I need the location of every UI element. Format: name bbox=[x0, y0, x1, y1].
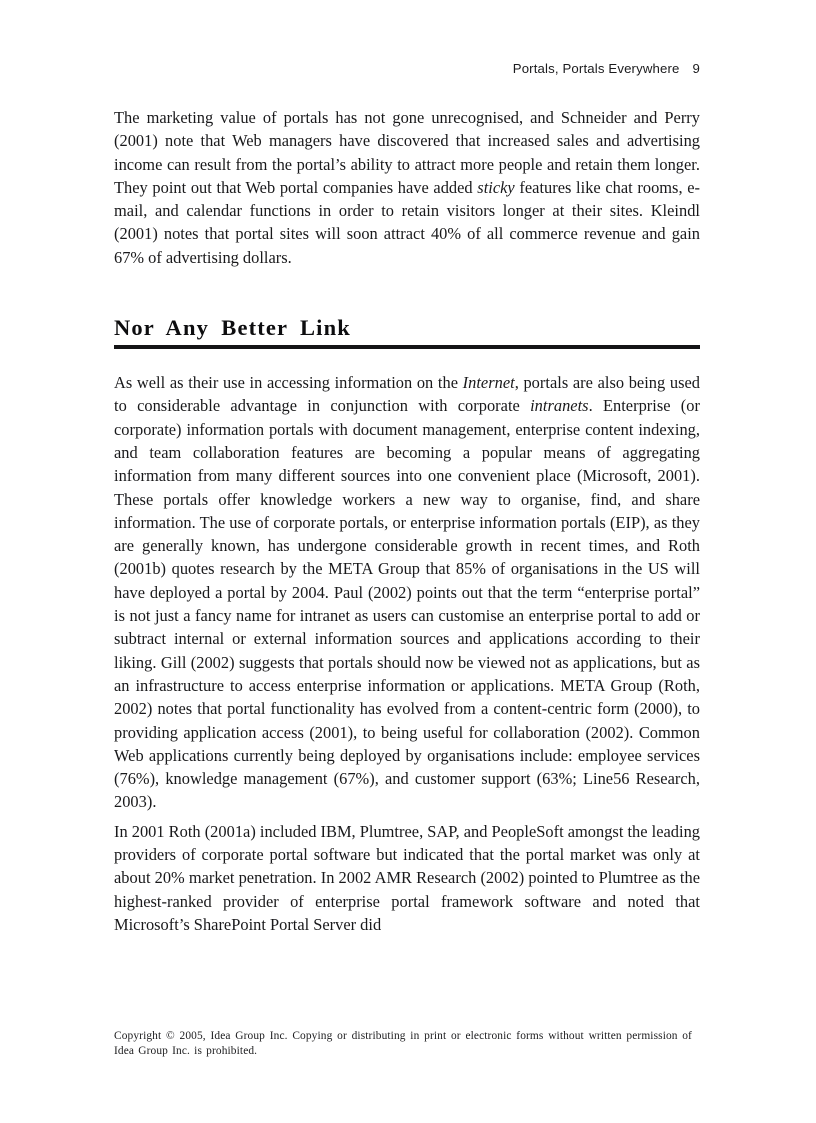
copyright-line-1: Copyright © 2005, Idea Group Inc. Copying or distributing in print or electronic forms without written bbox=[114, 1030, 622, 1042]
emphasis-sticky: sticky bbox=[477, 177, 515, 197]
emphasis-internet: Internet bbox=[462, 373, 515, 393]
copyright-footer bbox=[114, 1029, 692, 1060]
paragraph-intro-part-2: features like chat rooms, e-mail, and calendar functions in order to retain visitors longer at their sites. Kleindl (2001) notes that portal sites will soon attract 40% of all commerce revenue and gain 67% of advertising dollars. bbox=[114, 177, 700, 267]
heading-spacer bbox=[114, 269, 700, 314]
paragraph-enterprise-part-2: , portals are also being used to considerable advantage in conjunction with corporate bbox=[114, 373, 700, 416]
paragraph-enterprise-part-3: . Enterprise (or corporate) information portals with document management, enterprise content indexing, and team collaboration features are becoming a popular means of aggregating information from many different sources into one convenient place (Microsoft, 2001). These portals offer knowledge workers a new way to organise, find, and share information. The use of corporate portals, or enterprise information portals (EIP), as they are generally known, has undergone considerable growth in recent times, and Roth (2001b) quotes research by the META Group that 85% of organisations in the US will have deployed a portal by 2004. Paul (2002) points out that the term “enterprise portal” is not just a fancy name for intranet as users can customise an enterprise portal to add or subtract internal or external information sources and applications according to their liking. Gill (2002) suggests that portals should now be viewed not as applications, but as an infrastructure to access enterprise information or applications. META Group (Roth, 2002) notes that portal functionality has evolved from a content-centric form (2000), to providing application access (2001), to being useful for collaboration (2002). Common Web applications currently being deployed by organisations include: employee services (76%), knowledge management (67%), and customer support (63%; Line56 Research, 2003). bbox=[114, 396, 700, 812]
section-heading: Nor Any Better Link bbox=[114, 315, 351, 341]
copyright-line-2: permission of Idea Group Inc. is prohibited. bbox=[114, 1030, 692, 1058]
post-heading-spacer bbox=[114, 349, 700, 371]
running-head bbox=[114, 61, 700, 76]
paragraph-intro bbox=[114, 106, 700, 269]
emphasis-intranets: intranets bbox=[530, 396, 589, 416]
running-head-title: Portals, Portals Everywhere bbox=[512, 61, 680, 76]
page-number: 9 bbox=[692, 61, 700, 76]
paragraph-intro-part-1: The marketing value of portals has not gone unrecognised, and Schneider and Perry (2001) note that Web managers have discovered that increased sales and advertising income can result from the portal’s ability to attract more people and retain them longer. They point out that Web portal companies have added bbox=[114, 108, 700, 197]
paragraph-vendors: In 2001 Roth (2001a) included IBM, Plumtree, SAP, and PeopleSoft amongst the leading providers of corporate portal software but indicated that the portal market was only at about 20% market penetration. In 2002 AMR Research (2002) pointed to Plumtree as the highest-ranked provider of enterprise portal framework software and noted that Microsoft’s SharePoint Portal Server did bbox=[114, 821, 700, 934]
text-column bbox=[114, 106, 700, 936]
paragraph-enterprise-portals bbox=[114, 371, 700, 814]
paragraph-enterprise-part-1: As well as their use in accessing information on the bbox=[114, 373, 463, 393]
